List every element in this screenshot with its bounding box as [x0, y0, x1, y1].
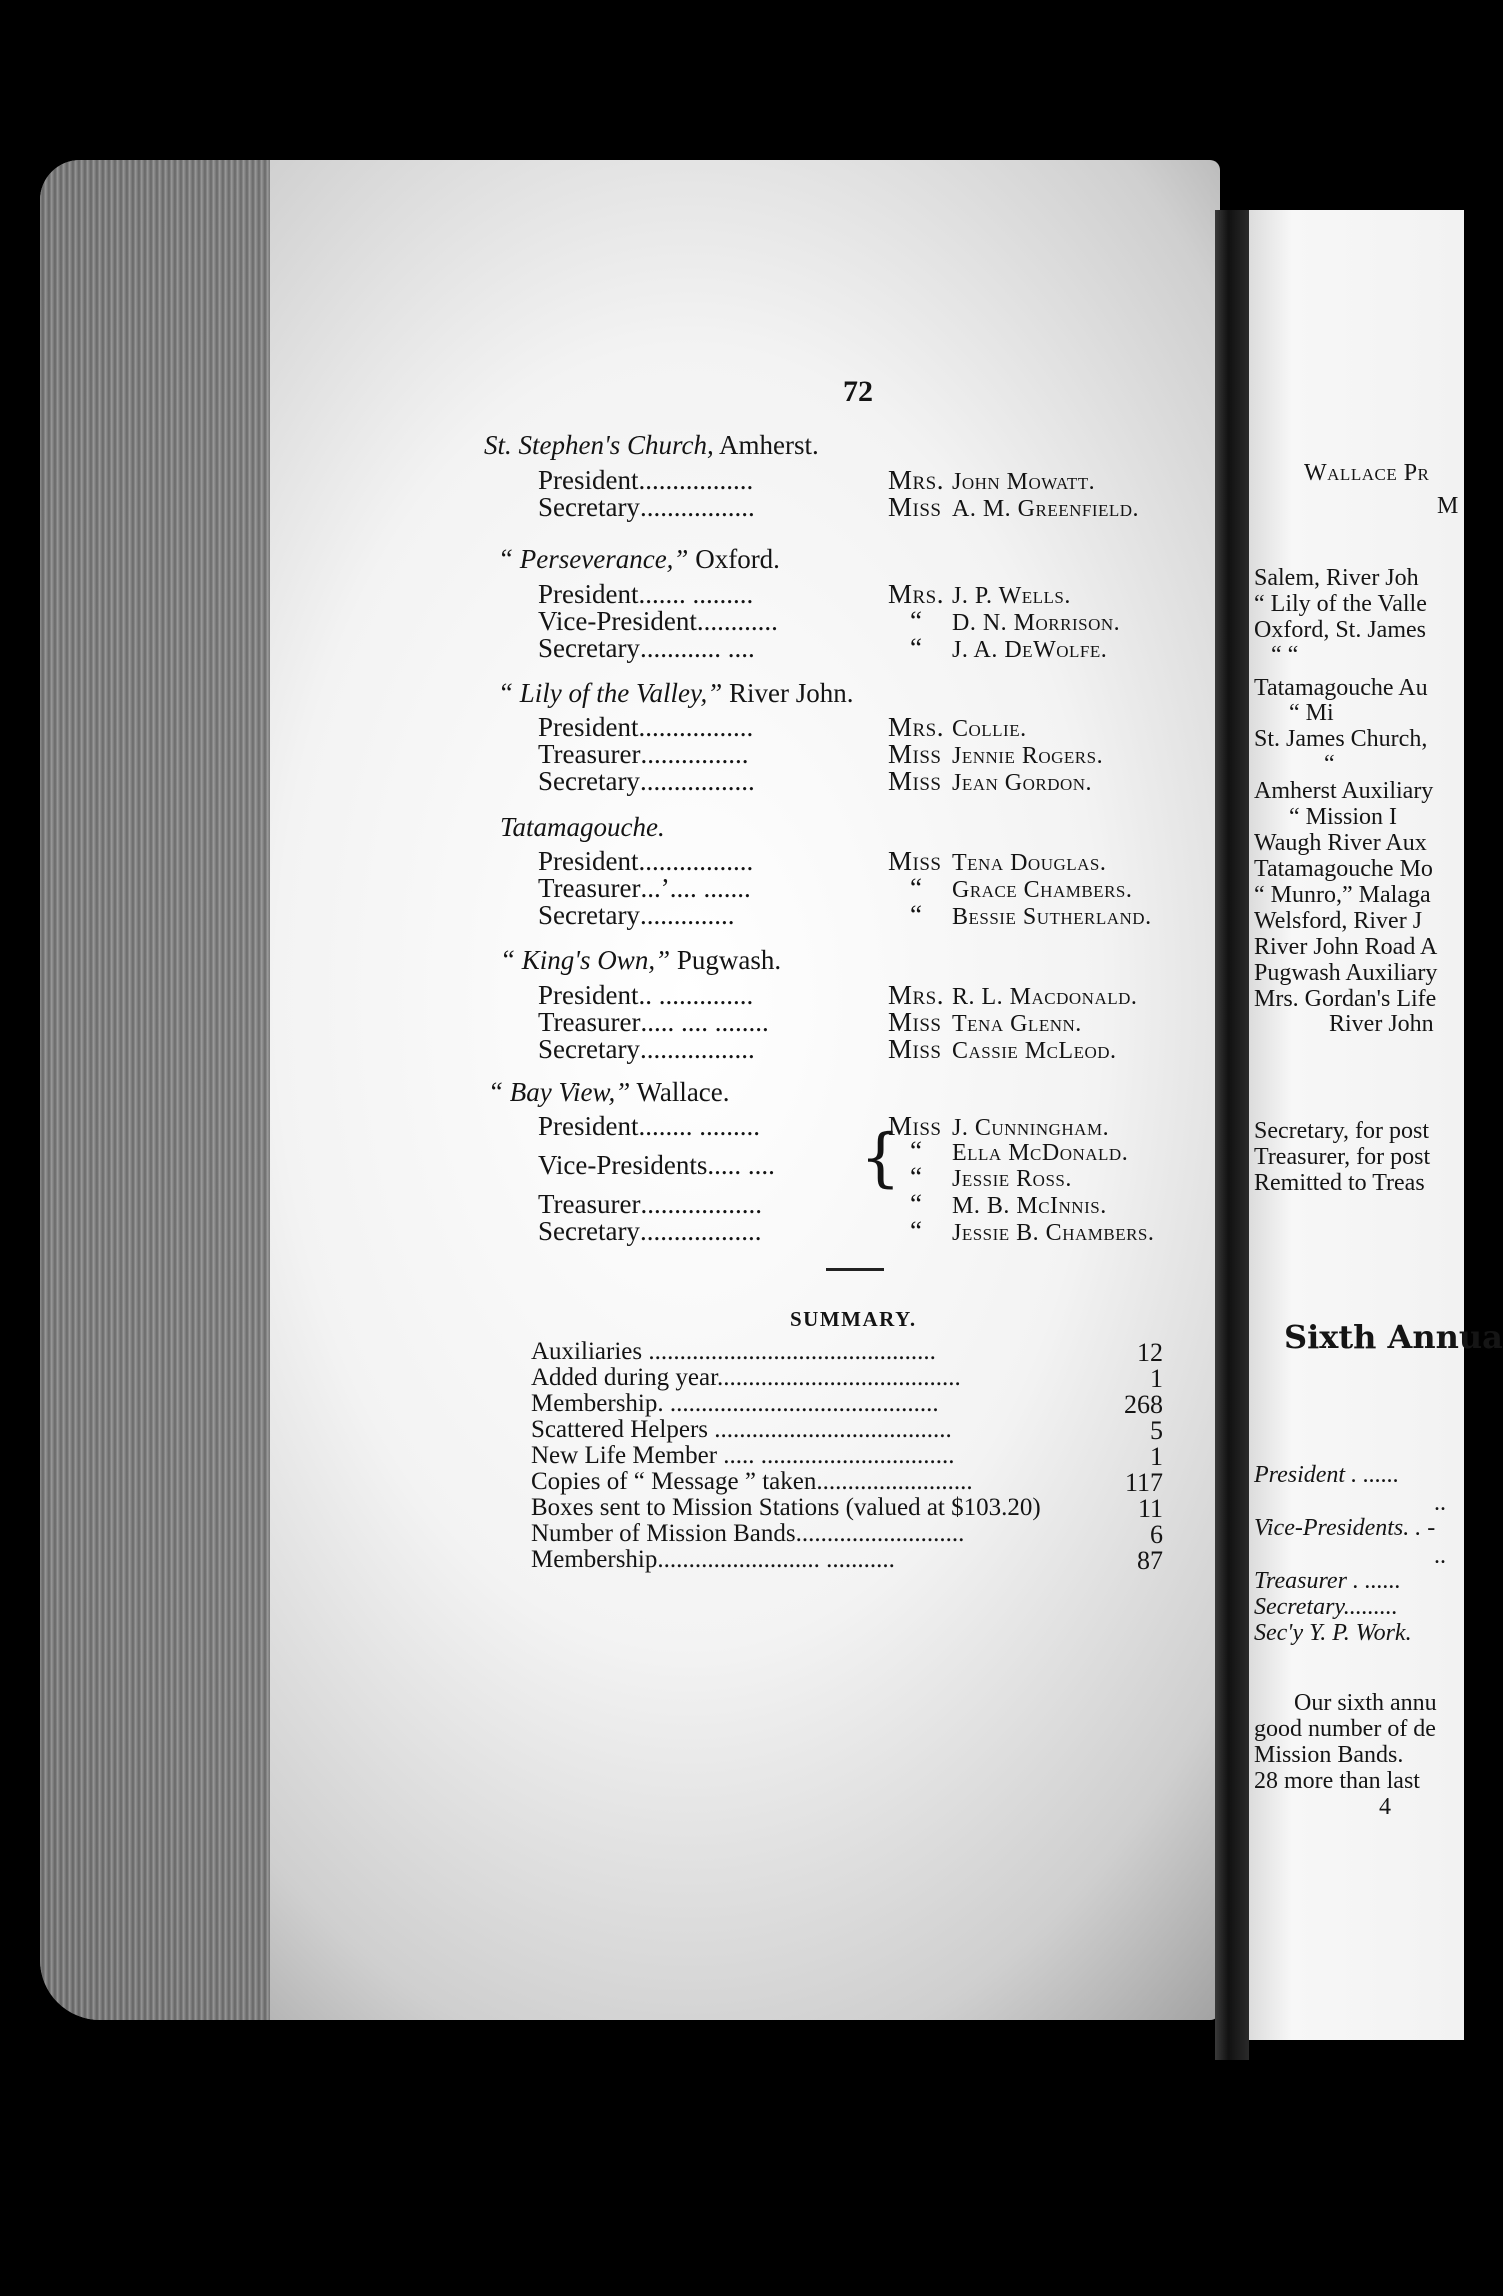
- summary-label: Membership. ...........................................: [531, 1390, 939, 1417]
- officer-role: President.. ..............: [538, 980, 754, 1010]
- right-line: St. James Church,: [1254, 726, 1428, 752]
- right-line: “ Munro,” Malaga: [1254, 882, 1431, 908]
- right-line: River John Road A: [1254, 934, 1438, 960]
- officer-role: Secretary.................: [538, 492, 755, 522]
- right-line: Remitted to Treas: [1254, 1170, 1425, 1196]
- summary-value: 6: [1150, 1520, 1163, 1549]
- officer-title: Miss: [888, 846, 942, 876]
- right-page: [1249, 210, 1503, 2040]
- society-heading: [498, 678, 854, 709]
- society-heading: [500, 945, 781, 976]
- officer-title: “: [910, 1189, 922, 1219]
- right-line: “ Lily of the Valle: [1254, 591, 1427, 617]
- officer-title: “: [910, 1162, 922, 1192]
- officer-title: Miss: [888, 492, 942, 522]
- society-place: Amherst.: [713, 430, 819, 460]
- page-number: 72: [843, 375, 873, 408]
- officer-role: Treasurer..................: [538, 1189, 762, 1219]
- officer-title: “: [910, 900, 922, 930]
- summary-label: Number of Mission Bands...........................: [531, 1520, 965, 1547]
- summary-value: 1: [1150, 1442, 1163, 1471]
- officer-name: D. N. Morrison.: [952, 610, 1121, 636]
- society-name: “ King's Own,”: [500, 945, 671, 975]
- officer-name: Jessie Ross.: [952, 1166, 1072, 1192]
- officer-role: Treasurer..... .... ........: [538, 1007, 769, 1037]
- section-divider: [826, 1268, 884, 1271]
- right-line: good number of de: [1254, 1716, 1436, 1742]
- officer-name: John Mowatt.: [952, 469, 1096, 495]
- officer-role: Vice-President............: [538, 606, 778, 636]
- right-line: “ Mission I: [1289, 804, 1397, 830]
- officer-role: Secretary..................: [538, 1216, 762, 1246]
- right-line: “ Mi: [1289, 700, 1334, 726]
- officer-title: “: [910, 1216, 922, 1246]
- officer-title: Mrs.: [888, 579, 944, 609]
- society-place: Oxford.: [688, 544, 780, 574]
- society-heading: [484, 430, 819, 461]
- officer-role: Treasurer...’.... .......: [538, 873, 751, 903]
- officer-name: Jennie Rogers.: [952, 743, 1104, 769]
- officer-name: A. M. Greenfield.: [952, 496, 1140, 522]
- officer-role: President....... .........: [538, 579, 754, 609]
- summary-value: 5: [1150, 1416, 1163, 1445]
- officer-name: J. P. Wells.: [952, 583, 1071, 609]
- officer-name: Ella McDonald.: [952, 1140, 1129, 1166]
- summary-value: 117: [1124, 1468, 1163, 1497]
- officer-role: President.................: [538, 846, 754, 876]
- right-line: Vice-Presidents. . -: [1254, 1515, 1436, 1541]
- officer-name: R. L. Macdonald.: [952, 984, 1138, 1010]
- society-heading: [500, 812, 665, 843]
- summary-label: Membership.......................... ...........: [531, 1546, 895, 1573]
- page-edges: [40, 160, 270, 2020]
- officer-role: Secretary..............: [538, 900, 735, 930]
- right-line: Mrs. Gordan's Life: [1254, 986, 1437, 1012]
- officer-role: President........ .........: [538, 1111, 760, 1141]
- summary-title: SUMMARY.: [790, 1307, 917, 1331]
- right-heading: Sixth Annua: [1284, 1318, 1503, 1356]
- officer-name: Bessie Sutherland.: [952, 904, 1152, 930]
- right-line: 28 more than last: [1254, 1768, 1420, 1794]
- officer-title: “: [910, 633, 922, 663]
- right-line: Tatamagouche Mo: [1254, 856, 1433, 882]
- right-line: Welsford, River J: [1254, 908, 1423, 934]
- summary-label: Boxes sent to Mission Stations (valued at $103.20): [531, 1494, 1041, 1521]
- right-line: Waugh River Aux: [1254, 830, 1427, 856]
- right-line: Our sixth annu: [1294, 1690, 1437, 1716]
- officer-name: Jean Gordon.: [952, 770, 1093, 796]
- right-line: Amherst Auxiliary: [1254, 778, 1434, 804]
- society-name: “ Perseverance,”: [498, 544, 689, 574]
- right-line: Pugwash Auxiliary: [1254, 960, 1438, 986]
- society-name: “ Lily of the Valley,”: [498, 678, 723, 708]
- officer-role: Secretary............ ....: [538, 633, 755, 663]
- summary-label: Auxiliaries ..............................................: [531, 1338, 936, 1365]
- society-heading: [488, 1077, 730, 1108]
- society-place: Wallace.: [630, 1077, 730, 1107]
- summary-label: Copies of “ Message ” taken.........................: [531, 1468, 973, 1495]
- right-line: ..: [1434, 1490, 1446, 1516]
- officer-title: Miss: [888, 739, 942, 769]
- officer-name: Cassie McLeod.: [952, 1038, 1117, 1064]
- officer-role: Treasurer................: [538, 739, 749, 769]
- officer-name: Tena Glenn.: [952, 1011, 1082, 1037]
- right-line: Sec'y Y. P. Work.: [1254, 1620, 1412, 1646]
- right-line: “: [1324, 751, 1335, 777]
- right-line: Mission Bands.: [1254, 1742, 1404, 1768]
- officer-title: “: [910, 1136, 922, 1166]
- officer-name: J. A. DeWolfe.: [952, 637, 1108, 663]
- brace-mark: {: [860, 1121, 901, 1195]
- summary-label: Added during year.......................................: [531, 1364, 961, 1391]
- officer-title: Mrs.: [888, 712, 944, 742]
- right-line: Oxford, St. James: [1254, 617, 1426, 643]
- officer-title: Miss: [888, 1111, 942, 1141]
- society-name: St. Stephen's Church,: [484, 430, 714, 460]
- right-line: River John: [1329, 1011, 1434, 1037]
- society-heading: [498, 544, 780, 575]
- officer-title: Miss: [888, 1034, 942, 1064]
- right-line: ..: [1434, 1543, 1446, 1569]
- officer-name: Grace Chambers.: [952, 877, 1133, 903]
- officer-title: Mrs.: [888, 980, 944, 1010]
- right-line: Wallace Pr: [1304, 460, 1430, 486]
- officer-title: Mrs.: [888, 465, 944, 495]
- right-line: Secretary.........: [1254, 1594, 1398, 1620]
- right-line: M: [1437, 493, 1459, 519]
- society-name: “ Bay View,”: [488, 1077, 631, 1107]
- summary-value: 11: [1137, 1494, 1163, 1523]
- officer-name: M. B. McInnis.: [952, 1193, 1107, 1219]
- society-place: River John.: [722, 678, 854, 708]
- right-line: “ “: [1271, 642, 1299, 668]
- officer-role: President.................: [538, 465, 754, 495]
- right-line: Tatamagouche Au: [1254, 675, 1428, 701]
- summary-value: 1: [1150, 1364, 1163, 1393]
- officer-role: Vice-Presidents..... ....: [538, 1150, 775, 1180]
- society-place: Pugwash.: [670, 945, 782, 975]
- officer-name: Tena Douglas.: [952, 850, 1107, 876]
- summary-value: 87: [1137, 1546, 1163, 1575]
- summary-value: 268: [1124, 1390, 1163, 1419]
- officer-role: Secretary.................: [538, 1034, 755, 1064]
- right-line: Salem, River Joh: [1254, 565, 1419, 591]
- officer-title: Miss: [888, 1007, 942, 1037]
- book-gutter: [1215, 210, 1249, 2060]
- society-name: Tatamagouche.: [500, 812, 665, 842]
- summary-label: Scattered Helpers ......................................: [531, 1416, 952, 1443]
- officer-name: Collie.: [952, 716, 1027, 742]
- right-line: Secretary, for post: [1254, 1118, 1430, 1144]
- officer-role: President.................: [538, 712, 754, 742]
- summary-value: 12: [1137, 1338, 1163, 1367]
- right-line: Treasurer . ......: [1254, 1568, 1401, 1594]
- right-line: President . ......: [1254, 1462, 1400, 1488]
- summary-label: New Life Member ..... ...............................: [531, 1442, 955, 1469]
- right-line: 4: [1379, 1794, 1391, 1820]
- officer-name: Jessie B. Chambers.: [952, 1220, 1155, 1246]
- officer-title: “: [910, 873, 922, 903]
- officer-name: J. Cunningham.: [952, 1115, 1110, 1141]
- right-line: Treasurer, for post: [1254, 1144, 1431, 1170]
- officer-title: Miss: [888, 766, 942, 796]
- officer-title: “: [910, 606, 922, 636]
- officer-role: Secretary.................: [538, 766, 755, 796]
